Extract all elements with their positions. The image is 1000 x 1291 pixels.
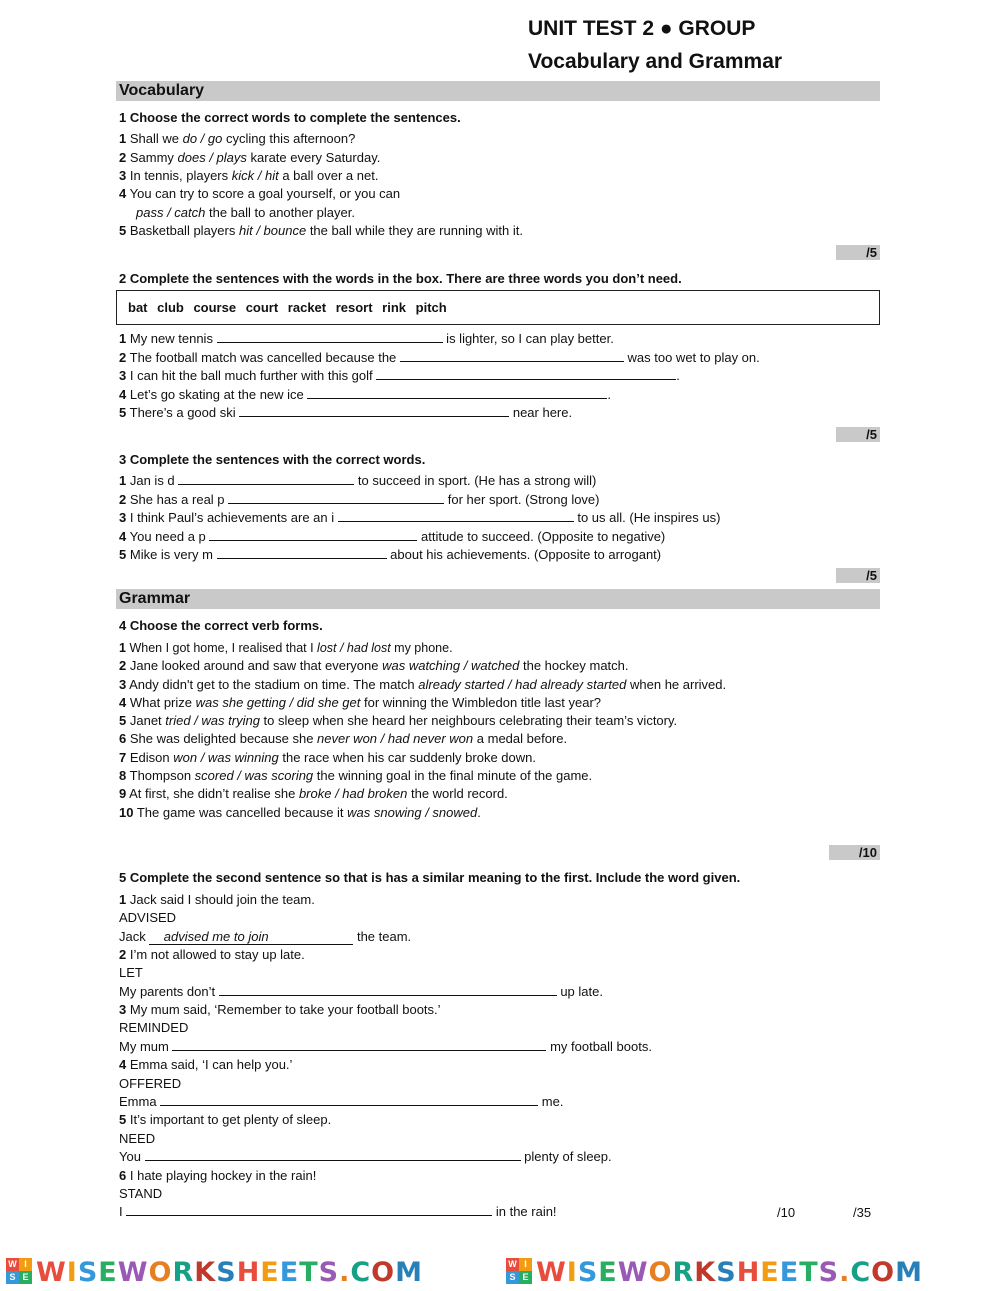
exercise-4-instruction: 4 Choose the correct verb forms. xyxy=(119,618,323,633)
brand-letter: W xyxy=(117,1257,149,1288)
item-number: 3 xyxy=(119,677,127,692)
item-text: . xyxy=(676,368,680,383)
brand-letter: E xyxy=(779,1257,800,1288)
item-text: Janet xyxy=(129,713,166,728)
score-box: /5 xyxy=(836,245,880,260)
item-text: to sleep when she heard her neighbours celebrating their team’s victory. xyxy=(259,713,678,728)
choice-options[interactable]: does / plays xyxy=(177,150,247,165)
item-number: 2 xyxy=(119,350,127,365)
item-number: 2 xyxy=(119,658,127,673)
item-text: What prize xyxy=(129,695,196,710)
list-item xyxy=(119,167,378,185)
item-text: is lighter, so I can play better. xyxy=(442,331,614,346)
choice-options[interactable]: broke / had broken xyxy=(298,786,408,801)
item-text: the race when his car suddenly broke down. xyxy=(278,750,536,765)
item-number: 1 xyxy=(119,473,127,488)
list-item xyxy=(119,472,596,490)
list-item xyxy=(136,204,355,222)
exercise-5-score: /10 xyxy=(777,1205,796,1220)
item-text: There’s a good ski xyxy=(129,405,240,420)
key-word: STAND xyxy=(119,1186,163,1201)
list-item xyxy=(119,694,601,712)
brand-letter: S xyxy=(77,1257,99,1288)
item-text: Thompson xyxy=(129,768,195,783)
list-item xyxy=(119,804,481,822)
answer-blank[interactable] xyxy=(160,1093,538,1106)
list-item xyxy=(119,891,315,909)
list-item xyxy=(119,222,523,240)
rewrite-line xyxy=(119,1148,612,1166)
item-text: You xyxy=(119,1149,145,1164)
item-text: the ball while they are running with it. xyxy=(306,223,523,238)
brand-letter: O xyxy=(871,1257,896,1288)
item-number: 1 xyxy=(119,331,127,346)
item-text: cycling this afternoon? xyxy=(222,131,356,146)
key-word: NEED xyxy=(119,1131,156,1146)
list-item xyxy=(119,404,572,422)
brand-letter: W xyxy=(536,1257,567,1288)
brand-letter: E xyxy=(98,1257,118,1288)
choice-options[interactable]: was watching / watched xyxy=(382,658,520,673)
item-text: My new tennis xyxy=(129,331,217,346)
item-text: my football boots. xyxy=(546,1039,652,1054)
item-text: Jan is d xyxy=(129,473,179,488)
brand-letter: O xyxy=(371,1257,396,1288)
list-item xyxy=(119,639,453,657)
list-item xyxy=(119,185,400,203)
key-word: LET xyxy=(119,965,143,980)
item-text: Sammy xyxy=(129,150,178,165)
brand-letter: R xyxy=(672,1257,695,1288)
example-answer: advised me to join xyxy=(163,929,269,944)
list-item xyxy=(119,330,614,348)
brand-text xyxy=(36,1257,423,1288)
item-text: for her sport. (Strong love) xyxy=(444,492,600,507)
list-item xyxy=(119,1001,441,1019)
brand-letter: S xyxy=(216,1257,237,1288)
brand-letter: S xyxy=(577,1257,599,1288)
answer-blank[interactable] xyxy=(217,546,387,559)
item-text: My mum xyxy=(119,1039,173,1054)
item-text: She was delighted because she xyxy=(129,731,318,746)
item-text: At first, she didn’t realise she xyxy=(129,786,299,801)
brand-letter: E xyxy=(279,1257,300,1288)
brand-letter: . xyxy=(839,1257,851,1288)
brand-letter: C xyxy=(350,1257,372,1288)
list-item xyxy=(119,349,760,367)
brand-letter: E xyxy=(598,1257,618,1288)
item-text: karate every Saturday. xyxy=(246,150,381,165)
score-box: /5 xyxy=(836,568,880,583)
item-text: . xyxy=(607,387,612,402)
item-text: for winning the Wimbledon title last year? xyxy=(360,695,602,710)
answer-blank[interactable] xyxy=(228,491,444,504)
brand-letter: K xyxy=(194,1257,217,1288)
list-item xyxy=(119,676,726,694)
answer-blank[interactable] xyxy=(209,528,417,541)
item-text: My parents don’t xyxy=(119,984,219,999)
choice-options[interactable]: scored / was scoring xyxy=(194,768,314,783)
answer-blank[interactable] xyxy=(400,349,624,362)
item-number: 1 xyxy=(119,641,126,655)
choice-options[interactable]: already started / had already started xyxy=(418,677,627,692)
answer-blank[interactable] xyxy=(217,330,443,343)
item-number: 8 xyxy=(119,768,127,783)
item-number: 5 xyxy=(119,1112,127,1127)
exercise-3-instruction: 3 Complete the sentences with the correct words. xyxy=(119,452,426,467)
choice-options[interactable]: pass / catch xyxy=(136,205,206,220)
item-text: near here. xyxy=(509,405,573,420)
answer-blank[interactable] xyxy=(126,1203,492,1216)
exercise-5-instruction: 5 Complete the second sentence so that is has a similar meaning to the first. Include the word given. xyxy=(119,870,741,885)
item-text: When I got home, I realised that I xyxy=(129,641,318,655)
item-text: Andy didn't get to the stadium on time. The match xyxy=(129,677,419,692)
item-text: the ball to another player. xyxy=(205,205,355,220)
list-item xyxy=(119,712,677,730)
page-title: UNIT TEST 2 ● GROUP xyxy=(528,17,756,40)
item-text: Emma xyxy=(119,1094,161,1109)
item-text: the world record. xyxy=(407,786,508,801)
item-number: 5 xyxy=(119,713,127,728)
choice-options[interactable]: was snowing / snowed xyxy=(347,805,478,820)
brand-letter: M xyxy=(895,1257,923,1288)
item-number: 4 xyxy=(119,1057,127,1072)
choice-options[interactable]: lost / had lost xyxy=(317,641,391,655)
list-item xyxy=(119,767,592,785)
brand-logo xyxy=(36,1257,423,1288)
item-number: 4 xyxy=(119,695,127,710)
item-text: Jack said I should join the team. xyxy=(129,892,315,907)
list-item xyxy=(119,946,305,964)
item-text: Let’s go skating at the new ice xyxy=(129,387,308,402)
brand-letter: W xyxy=(36,1257,67,1288)
word-box-words: bat club course court racket resort rink pitch xyxy=(128,300,447,315)
section-title: Vocabulary xyxy=(119,82,205,99)
item-text: was too wet to play on. xyxy=(623,350,760,365)
item-text: Basketball players xyxy=(129,223,239,238)
brand-logo xyxy=(536,1257,923,1288)
word-box xyxy=(116,290,880,325)
brand-letter: K xyxy=(694,1257,717,1288)
item-text: me. xyxy=(538,1094,564,1109)
brand-letter: . xyxy=(339,1257,351,1288)
answer-blank[interactable] xyxy=(145,1148,521,1161)
item-text: my phone. xyxy=(390,641,453,655)
choice-options[interactable]: won / was winning xyxy=(173,750,279,765)
item-number: 3 xyxy=(119,368,127,383)
item-number: 4 xyxy=(119,529,127,544)
brand-letter: R xyxy=(172,1257,195,1288)
item-number: 4 xyxy=(119,186,127,201)
item-number: 6 xyxy=(119,731,127,746)
footer-watermark xyxy=(0,1253,1000,1291)
brand-letter: O xyxy=(148,1257,173,1288)
list-item xyxy=(119,749,536,767)
item-number: 6 xyxy=(119,1168,127,1183)
brand-letter: T xyxy=(799,1257,819,1288)
item-number: 4 xyxy=(119,387,127,402)
item-text: to succeed in sport. (He has a strong will) xyxy=(354,473,597,488)
list-item xyxy=(119,509,720,527)
list-item xyxy=(119,546,661,564)
brand-letter: T xyxy=(299,1257,319,1288)
list-item xyxy=(119,130,355,148)
item-text: You need a p xyxy=(129,529,210,544)
choice-options[interactable]: kick / hit xyxy=(231,168,279,183)
list-item xyxy=(119,367,680,385)
brand-letter: I xyxy=(66,1257,78,1288)
answer-blank[interactable] xyxy=(307,386,607,399)
answer-blank[interactable] xyxy=(219,983,557,996)
brand-letter: S xyxy=(716,1257,737,1288)
item-number: 5 xyxy=(119,547,127,562)
total-score: /35 xyxy=(853,1205,872,1220)
item-text: attitude to succeed. (Opposite to negative) xyxy=(417,529,666,544)
answer-blank[interactable] xyxy=(338,509,574,522)
key-word: REMINDED xyxy=(119,1020,189,1035)
item-number: 1 xyxy=(119,131,127,146)
choice-options[interactable]: was she getting / did she get xyxy=(195,695,361,710)
item-text: I hate playing hockey in the rain! xyxy=(129,1168,317,1183)
list-item xyxy=(119,1056,292,1074)
item-number: 1 xyxy=(119,892,127,907)
item-text: You can try to score a goal yourself, or you can xyxy=(129,186,401,201)
item-text: plenty of sleep. xyxy=(520,1149,612,1164)
list-item xyxy=(119,657,629,675)
item-text: the hockey match. xyxy=(519,658,629,673)
item-text: when he arrived. xyxy=(626,677,727,692)
item-number: 7 xyxy=(119,750,127,765)
answer-blank[interactable] xyxy=(239,404,509,417)
item-text: to us all. (He inspires us) xyxy=(573,510,721,525)
item-text: I xyxy=(119,1204,127,1219)
item-number: 2 xyxy=(119,492,127,507)
key-word: OFFERED xyxy=(119,1076,182,1091)
brand-letter: H xyxy=(736,1257,761,1288)
item-number: 5 xyxy=(119,405,127,420)
brand-letter: M xyxy=(395,1257,423,1288)
item-number: 10 xyxy=(119,805,134,820)
answer-blank[interactable] xyxy=(178,472,354,485)
item-number: 3 xyxy=(119,1002,127,1017)
item-text: In tennis, players xyxy=(129,168,232,183)
item-number: 5 xyxy=(119,223,127,238)
list-item xyxy=(119,149,380,167)
brand-letter: S xyxy=(318,1257,340,1288)
brand-text xyxy=(536,1257,923,1288)
page-subtitle: Vocabulary and Grammar xyxy=(528,50,783,73)
item-text: Mike is very m xyxy=(129,547,217,562)
list-item xyxy=(119,730,567,748)
brand-letter: C xyxy=(850,1257,872,1288)
item-text: in the rain! xyxy=(492,1204,557,1219)
brand-letter: W xyxy=(617,1257,649,1288)
brand-letter: O xyxy=(648,1257,673,1288)
brand-letter: I xyxy=(566,1257,578,1288)
answer-blank[interactable] xyxy=(376,367,676,380)
item-text: My mum said, ‘Remember to take your football boots.’ xyxy=(129,1002,441,1017)
item-text: Edison xyxy=(129,750,174,765)
item-text: Emma said, ‘I can help you.’ xyxy=(129,1057,293,1072)
brand-letter: E xyxy=(260,1257,280,1288)
rewrite-line xyxy=(119,983,603,1001)
answer-blank[interactable] xyxy=(172,1038,546,1051)
item-text: the winning goal in the final minute of the game. xyxy=(313,768,593,783)
item-text: Shall we xyxy=(129,131,183,146)
brand-letter: S xyxy=(818,1257,840,1288)
item-number: 9 xyxy=(119,786,127,801)
item-text: about his achievements. (Opposite to arrogant) xyxy=(386,547,662,562)
section-bar-grammar xyxy=(116,589,880,609)
item-text: a medal before. xyxy=(473,731,568,746)
item-number: 3 xyxy=(119,168,127,183)
item-text: The game was cancelled because it xyxy=(136,805,348,820)
item-text: Jack xyxy=(119,929,150,944)
rewrite-line xyxy=(119,1038,652,1056)
brand-badge-icon: W I S E xyxy=(506,1258,532,1284)
list-item xyxy=(119,1167,316,1185)
item-text: I think Paul’s achievements are an i xyxy=(129,510,338,525)
rewrite-line xyxy=(119,1203,557,1221)
list-item xyxy=(119,1111,331,1129)
exercise-2-instruction: 2 Complete the sentences with the words in the box. There are three words you don’t need. xyxy=(119,271,682,286)
item-text: up late. xyxy=(556,984,603,999)
list-item xyxy=(119,528,665,546)
choice-options[interactable]: hit / bounce xyxy=(238,223,307,238)
item-number: 2 xyxy=(119,150,127,165)
item-text: She has a real p xyxy=(129,492,229,507)
section-title: Grammar xyxy=(119,590,191,607)
item-text: I’m not allowed to stay up late. xyxy=(129,947,305,962)
list-item xyxy=(119,386,611,404)
exercise-1-instruction: 1 Choose the correct words to complete the sentences. xyxy=(119,110,461,125)
choice-options[interactable]: tried / was trying xyxy=(165,713,260,728)
item-text: . xyxy=(477,805,481,820)
brand-letter: E xyxy=(760,1257,780,1288)
list-item xyxy=(119,785,508,803)
item-text: Jane looked around and saw that everyone xyxy=(129,658,383,673)
answer-blank[interactable] xyxy=(149,930,353,945)
item-text: It’s important to get plenty of sleep. xyxy=(129,1112,332,1127)
item-text: a ball over a net. xyxy=(278,168,379,183)
item-number: 3 xyxy=(119,510,127,525)
choice-options[interactable]: never won / had never won xyxy=(317,731,474,746)
key-word: ADVISED xyxy=(119,910,177,925)
choice-options[interactable]: do / go xyxy=(182,131,223,146)
brand-letter: H xyxy=(236,1257,261,1288)
brand-badge-icon: W I S E xyxy=(6,1258,32,1284)
score-box: /10 xyxy=(829,845,880,860)
list-item xyxy=(119,491,600,509)
score-box: /5 xyxy=(836,427,880,442)
item-text: the team. xyxy=(353,929,412,944)
rewrite-line xyxy=(119,1093,563,1111)
rewrite-line xyxy=(119,928,411,946)
item-text: I can hit the ball much further with this golf xyxy=(129,368,377,383)
section-bar-vocabulary xyxy=(116,81,880,101)
item-number: 2 xyxy=(119,947,127,962)
item-text: The football match was cancelled because the xyxy=(129,350,400,365)
